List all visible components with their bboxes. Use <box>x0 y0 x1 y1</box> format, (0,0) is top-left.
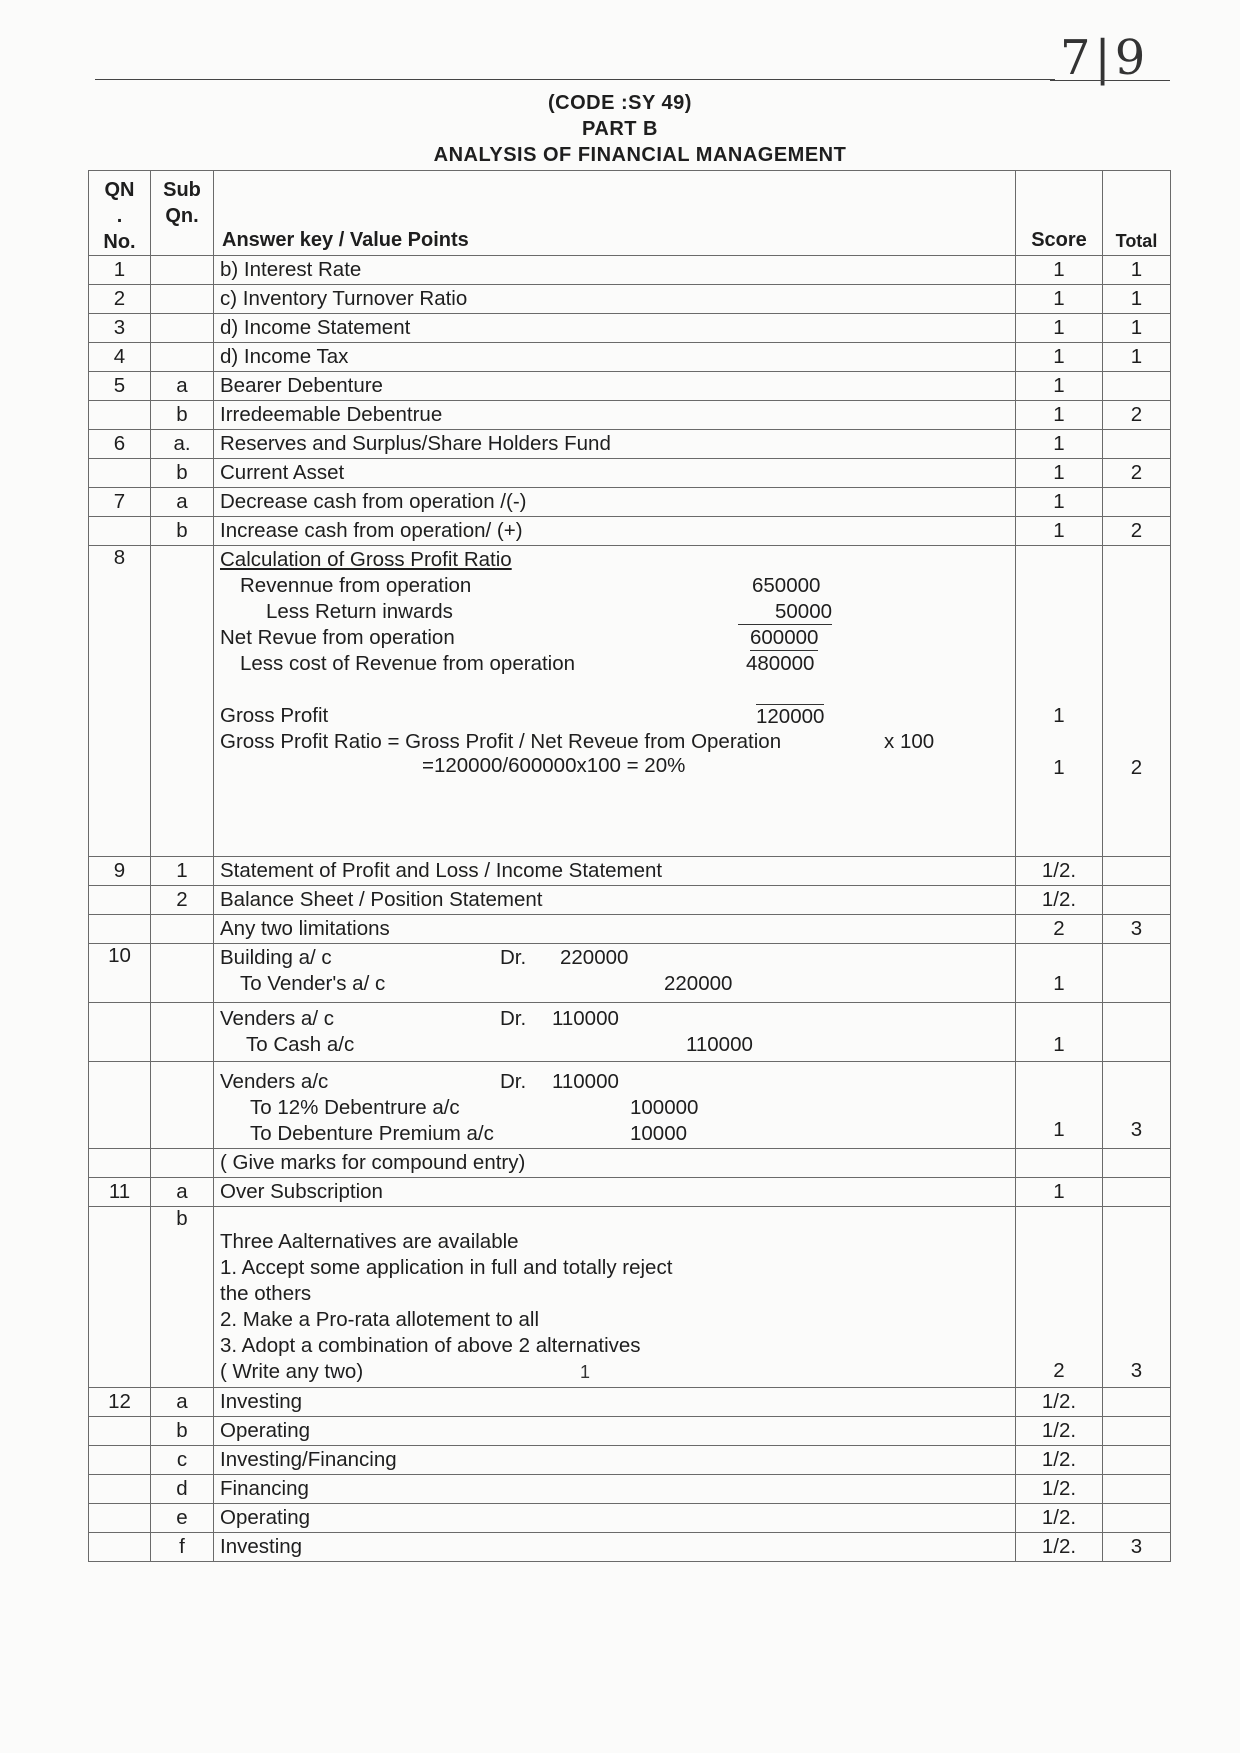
table-row <box>89 430 1171 459</box>
col-sub-header <box>151 171 214 256</box>
total-cell <box>1103 1388 1171 1417</box>
table-row <box>89 915 1171 944</box>
score-cell: 1 <box>1016 285 1103 314</box>
entry2-debit: Venders a/ c <box>220 1007 334 1030</box>
qn-cell <box>89 401 151 430</box>
table-row <box>89 1446 1171 1475</box>
answer-key-table <box>88 170 1171 1562</box>
entry3-cr1-amount: 100000 <box>630 1096 699 1119</box>
total-cell <box>1103 1475 1171 1504</box>
table-row <box>89 256 1171 285</box>
score-cell: 1 <box>1016 256 1103 285</box>
answer-cell: d) Income Tax <box>214 343 1016 372</box>
journal-entry-3 <box>214 1062 1016 1149</box>
entry1-cr-amount: 220000 <box>664 972 733 995</box>
total-cell: 1 <box>1103 343 1171 372</box>
table-row <box>89 1388 1171 1417</box>
answer-cell: Operating <box>214 1417 1016 1446</box>
qn-cell <box>89 1207 151 1388</box>
qn-cell <box>89 1475 151 1504</box>
total-cell: 3 <box>1103 915 1171 944</box>
q8-value-returns: 50000 <box>738 600 832 625</box>
score-cell: 1/2. <box>1016 1533 1103 1562</box>
col-sub-label-2: Qn. <box>165 205 199 227</box>
sub-cell <box>151 343 214 372</box>
qn-cell: 8 <box>89 546 151 857</box>
sub-cell: e <box>151 1504 214 1533</box>
score-cell <box>1016 1003 1103 1062</box>
sub-cell <box>151 256 214 285</box>
table-row-q10-entry3 <box>89 1062 1171 1149</box>
journal-entry-2 <box>214 1003 1016 1062</box>
q8-score-1: 1 <box>1053 704 1065 727</box>
total-cell <box>1103 886 1171 915</box>
qn-cell: 7 <box>89 488 151 517</box>
answer-cell: d) Income Statement <box>214 314 1016 343</box>
total-cell <box>1103 857 1171 886</box>
table-row <box>89 1417 1171 1446</box>
answer-cell: b) Interest Rate <box>214 256 1016 285</box>
sub-cell <box>151 546 214 857</box>
answer-cell: Investing <box>214 1533 1016 1562</box>
total-cell <box>1103 1504 1171 1533</box>
score-cell <box>1016 546 1103 857</box>
answer-cell: Bearer Debenture <box>214 372 1016 401</box>
qn-cell <box>89 915 151 944</box>
sub-cell: 1 <box>151 857 214 886</box>
table-row <box>89 372 1171 401</box>
q8-line-revenue: Revennue from operation <box>240 574 472 597</box>
qn-cell <box>89 1417 151 1446</box>
sub-cell <box>151 1003 214 1062</box>
qn-cell: 3 <box>89 314 151 343</box>
q8-calculation: =120000/600000x100 = 20% <box>422 754 686 777</box>
total-cell: 1 <box>1103 285 1171 314</box>
answer-cell: Statement of Profit and Loss / Income Statement <box>214 857 1016 886</box>
qn-cell: 5 <box>89 372 151 401</box>
total-cell: 3 <box>1103 1533 1171 1562</box>
entry2-score: 1 <box>1053 1033 1065 1056</box>
qn-cell <box>89 886 151 915</box>
q8-value-revenue: 650000 <box>752 574 821 597</box>
table-row <box>89 285 1171 314</box>
qn-cell: 11 <box>89 1178 151 1207</box>
alt-2: 2. Make a Pro-rata allotement to all <box>220 1308 540 1331</box>
entry1-dr-label: Dr. <box>500 946 527 969</box>
entry3-debit: Venders a/c <box>220 1070 329 1093</box>
total-cell: 3 <box>1103 1207 1171 1388</box>
score-cell: 1 <box>1016 401 1103 430</box>
q8-formula: Gross Profit Ratio = Gross Profit / Net Reveue from Operation <box>220 730 782 753</box>
q10-total: 3 <box>1130 1118 1143 1141</box>
qn-cell: 9 <box>89 857 151 886</box>
qn-cell <box>89 1504 151 1533</box>
score-cell: 1 <box>1016 517 1103 546</box>
entry1-credit: To Vender's a/ c <box>240 972 386 995</box>
table-row <box>89 459 1171 488</box>
col-answer-header: Answer key / Value Points <box>214 171 1016 256</box>
qn-cell: 12 <box>89 1388 151 1417</box>
qn-cell <box>89 1446 151 1475</box>
total-cell <box>1103 546 1171 857</box>
total-cell <box>1103 430 1171 459</box>
col-qn-label-3: No. <box>103 231 136 253</box>
score-cell: 1 <box>1016 430 1103 459</box>
qn-cell <box>89 1003 151 1062</box>
sub-cell <box>151 944 214 1003</box>
total-cell: 2 <box>1103 401 1171 430</box>
qn-cell: 10 <box>89 944 151 1003</box>
page-mark-underline <box>1050 80 1170 81</box>
table-row-q10-entry2 <box>89 1003 1171 1062</box>
score-cell <box>1016 944 1103 1003</box>
entry1-debit: Building a/ c <box>220 946 332 969</box>
sub-cell: 2 <box>151 886 214 915</box>
qn-cell: 1 <box>89 256 151 285</box>
qn-cell: 2 <box>89 285 151 314</box>
alt-1-cont: the others <box>220 1282 312 1305</box>
q8-line-returns: Less Return inwards <box>266 600 453 623</box>
entry1-score: 1 <box>1053 972 1065 995</box>
col-qn-label-2: . <box>116 205 123 227</box>
qn-cell <box>89 1533 151 1562</box>
answer-cell: Balance Sheet / Position Statement <box>214 886 1016 915</box>
table-row <box>89 1504 1171 1533</box>
table-row <box>89 1475 1171 1504</box>
total-cell <box>1103 944 1171 1003</box>
total-cell: 1 <box>1103 256 1171 285</box>
score-cell: 1 <box>1016 459 1103 488</box>
sub-cell: a <box>151 372 214 401</box>
sub-cell <box>151 915 214 944</box>
alternatives-list <box>214 1207 1016 1388</box>
q8-x100: x 100 <box>884 730 935 753</box>
sub-cell <box>151 314 214 343</box>
total-cell <box>1103 1417 1171 1446</box>
q8-heading: Calculation of Gross Profit Ratio <box>220 548 512 571</box>
answer-cell: Financing <box>214 1475 1016 1504</box>
q8-score-2: 1 <box>1053 756 1065 779</box>
total-cell <box>1103 1149 1171 1178</box>
q8-total: 2 <box>1130 756 1143 779</box>
score-cell: 1/2. <box>1016 1504 1103 1533</box>
qn-cell <box>89 1149 151 1178</box>
table-row <box>89 517 1171 546</box>
total-cell: 2 <box>1103 517 1171 546</box>
score-cell: 1 <box>1016 1178 1103 1207</box>
sub-cell: a <box>151 1178 214 1207</box>
answer-cell: ( Give marks for compound entry) <box>214 1149 1016 1178</box>
col-total-header: Total <box>1103 171 1171 256</box>
answer-cell: Increase cash from operation/ (+) <box>214 517 1016 546</box>
q8-value-gross-profit: 120000 <box>756 705 825 728</box>
total-cell <box>1103 1062 1171 1149</box>
score-cell: 1 <box>1016 372 1103 401</box>
score-cell: 1 <box>1016 314 1103 343</box>
q8-line-net-revenue: Net Revue from operation <box>220 626 455 649</box>
total-cell <box>1103 1003 1171 1062</box>
alt-1: 1. Accept some application in full and totally reject <box>220 1256 673 1279</box>
alt-intro: Three Aalternatives are available <box>220 1230 519 1253</box>
qn-cell <box>89 517 151 546</box>
entry3-cr2-amount: 10000 <box>630 1122 688 1145</box>
footer-page-number: 1 <box>580 1362 591 1382</box>
entry2-cr-amount: 110000 <box>686 1033 753 1056</box>
qn-cell <box>89 459 151 488</box>
qn-cell: 4 <box>89 343 151 372</box>
sub-cell: b <box>151 401 214 430</box>
table-row <box>89 488 1171 517</box>
table-header-row <box>89 171 1171 256</box>
answer-cell: Operating <box>214 1504 1016 1533</box>
sub-cell: b <box>151 517 214 546</box>
table-row <box>89 1178 1171 1207</box>
score-cell: 1/2. <box>1016 1446 1103 1475</box>
answer-cell: Reserves and Surplus/Share Holders Fund <box>214 430 1016 459</box>
page-mark: 7|9 <box>1060 30 1150 86</box>
score-cell: 1/2. <box>1016 886 1103 915</box>
score-cell: 1 <box>1016 343 1103 372</box>
entry3-dr-label: Dr. <box>500 1070 527 1093</box>
answer-cell: Over Subscription <box>214 1178 1016 1207</box>
sub-cell: a <box>151 1388 214 1417</box>
entry2-dr-amount: 110000 <box>552 1007 619 1030</box>
sub-cell: a <box>151 488 214 517</box>
table-row <box>89 343 1171 372</box>
q8-line-cost: Less cost of Revenue from operation <box>240 652 576 675</box>
col-sub-label-1: Sub <box>163 179 201 201</box>
table-row <box>89 886 1171 915</box>
gp-ratio-calculation <box>214 546 1016 857</box>
entry2-credit: To Cash a/c <box>246 1033 355 1056</box>
total-cell <box>1103 488 1171 517</box>
total-cell: 1 <box>1103 314 1171 343</box>
sub-cell <box>151 285 214 314</box>
table-row-q11b <box>89 1207 1171 1388</box>
header-rule <box>95 79 1055 80</box>
table-row-q10-entry1 <box>89 944 1171 1003</box>
col-qn-header <box>89 171 151 256</box>
answer-cell: Decrease cash from operation /(-) <box>214 488 1016 517</box>
entry2-dr-label: Dr. <box>500 1007 527 1030</box>
answer-cell: c) Inventory Turnover Ratio <box>214 285 1016 314</box>
table-row-q8 <box>89 546 1171 857</box>
score-cell: 1/2. <box>1016 1475 1103 1504</box>
page-title: ANALYSIS OF FINANCIAL MANAGEMENT <box>433 144 847 166</box>
score-cell <box>1016 1149 1103 1178</box>
score-cell: 1/2. <box>1016 1388 1103 1417</box>
table-row <box>89 857 1171 886</box>
q8-line-gross-profit: Gross Profit <box>220 704 329 727</box>
score-cell <box>1016 1062 1103 1149</box>
score-cell: 2 <box>1016 1207 1103 1388</box>
answer-cell: Current Asset <box>214 459 1016 488</box>
exam-code: (CODE :SY 49) <box>548 92 692 114</box>
col-qn-label-1: QN <box>104 179 135 201</box>
total-cell <box>1103 372 1171 401</box>
entry1-dr-amount: 220000 <box>560 946 629 969</box>
entry3-credit-2: To Debenture Premium a/c <box>250 1122 494 1145</box>
sub-cell: c <box>151 1446 214 1475</box>
table-row <box>89 1533 1171 1562</box>
score-cell: 2 <box>1016 915 1103 944</box>
col-score-header: Score <box>1016 171 1103 256</box>
table-row <box>89 401 1171 430</box>
entry3-score: 1 <box>1053 1118 1065 1141</box>
q8-value-net-revenue: 600000 <box>750 626 819 649</box>
answer-cell: Any two limitations <box>214 915 1016 944</box>
q8-value-cost: 480000 <box>746 652 815 675</box>
table-row <box>89 1149 1171 1178</box>
sub-cell: b <box>151 1417 214 1446</box>
sub-cell <box>151 1062 214 1149</box>
alt-3: 3. Adopt a combination of above 2 alternatives <box>220 1334 641 1357</box>
total-cell <box>1103 1178 1171 1207</box>
sub-cell: f <box>151 1533 214 1562</box>
answer-cell: Investing <box>214 1388 1016 1417</box>
sub-cell: a. <box>151 430 214 459</box>
sub-cell: b <box>151 1207 214 1388</box>
total-cell <box>1103 1446 1171 1475</box>
part-label: PART B <box>582 118 658 140</box>
alt-note: ( Write any two) <box>220 1360 364 1383</box>
sub-cell <box>151 1149 214 1178</box>
answer-cell: Irredeemable Debentrue <box>214 401 1016 430</box>
answer-cell: Investing/Financing <box>214 1446 1016 1475</box>
score-cell: 1 <box>1016 488 1103 517</box>
qn-cell: 6 <box>89 430 151 459</box>
qn-cell <box>89 1062 151 1149</box>
sub-cell: d <box>151 1475 214 1504</box>
sub-cell: b <box>151 459 214 488</box>
score-cell: 1/2. <box>1016 1417 1103 1446</box>
entry3-credit-1: To 12% Debentrure a/c <box>250 1096 460 1119</box>
score-cell: 1/2. <box>1016 857 1103 886</box>
journal-entry-1 <box>214 944 1016 1003</box>
total-cell: 2 <box>1103 459 1171 488</box>
table-row <box>89 314 1171 343</box>
entry3-dr-amount: 110000 <box>552 1070 619 1093</box>
